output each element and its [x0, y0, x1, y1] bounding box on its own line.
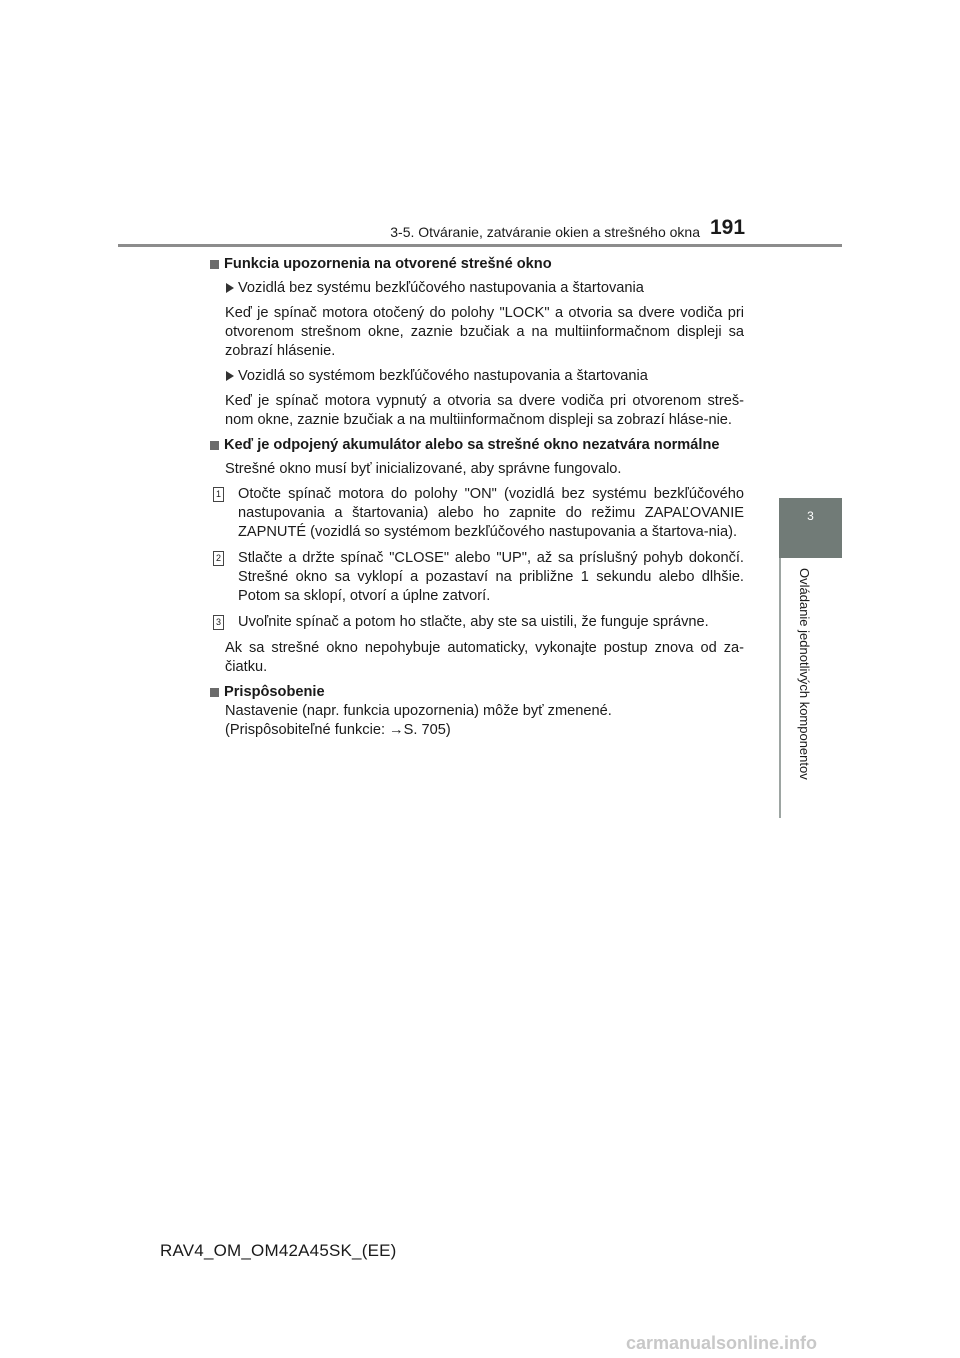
chapter-number-tab: 3 — [779, 498, 842, 558]
label-text: Vozidlá so systémom bezkľúčového nastupovania a štartovania — [238, 368, 648, 384]
page-number: 191 — [710, 216, 746, 239]
section-title: 3-5. Otváranie, zatváranie okien a strešného okna — [390, 224, 700, 240]
section-heading-custom — [210, 683, 744, 702]
section-heading-battery — [210, 436, 744, 455]
section-heading-warning — [210, 255, 744, 274]
triangle-bullet-icon — [226, 283, 234, 293]
step-item — [210, 613, 744, 632]
heading-text: Funkcia upozornenia na otvorené strešné okno — [224, 256, 552, 272]
step-number-box: 2 — [213, 551, 224, 566]
heading-text: Prispôsobenie — [224, 684, 325, 700]
step-number-box: 1 — [213, 487, 224, 502]
square-bullet-icon — [210, 688, 219, 697]
step-text: Otočte spínač motora do polohy "ON" (vozidlá bez systému bezkľúčového nastupovania a štartovania) alebo ho zapnite do režimu ZAPAĽOVANIE ZAPNUTÉ (vozidlá so systémom bezkľúčového nastupovania a štartova-nia). — [238, 486, 744, 540]
triangle-bullet-icon — [226, 371, 234, 381]
customization-reference: (Prispôsobiteľné funkcie: →S. 705) — [225, 722, 451, 738]
page-content — [210, 255, 744, 740]
heading-text: Keď je odpojený akumulátor alebo sa strešné okno nezatvára normálne — [224, 437, 720, 453]
paragraph: Strešné okno musí byť inicializované, aby správne fungovalo. — [225, 461, 622, 477]
step-text: Stlačte a držte spínač "CLOSE" alebo "UP", až sa príslušný pohyb dokončí. Strešné okno sa vyklopí a pozastaví na približne 1 sekundu alebo dlhšie. Potom sa sklopí, otvorí a úplne zatvorí. — [238, 550, 744, 604]
customization-note: Nastavenie (napr. funkcia upozornenia) môže byť zmenené. — [225, 703, 612, 719]
square-bullet-icon — [210, 260, 219, 269]
step-text: Uvoľnite spínač a potom ho stlačte, aby ste sa uistili, že funguje správne. — [238, 614, 709, 630]
vehicle-type-label — [210, 367, 744, 386]
square-bullet-icon — [210, 441, 219, 450]
step-item — [210, 549, 744, 606]
paragraph: Keď je spínač motora vypnutý a otvoria sa dvere vodiča pri otvorenom streš-nom okne, zaznie bzučiak a na multiinformačnom displeji sa zobrazí hláse-nie. — [225, 393, 744, 428]
vehicle-type-label — [210, 279, 744, 298]
step-number-box: 3 — [213, 615, 224, 630]
header-rule — [118, 244, 842, 247]
chapter-title: Ovládanie jednotlivých komponentov — [797, 568, 812, 780]
step-item — [210, 485, 744, 542]
manual-code: RAV4_OM_OM42A45SK_(EE) — [160, 1241, 397, 1260]
label-text: Vozidlá bez systému bezkľúčového nastupovania a štartovania — [238, 280, 644, 296]
paragraph: Keď je spínač motora otočený do polohy "LOCK" a otvoria sa dvere vodiča pri otvorenom strešnom okne, zaznie bzučiak a na multiinformačnom displeji sa zobrazí hlásenie. — [225, 305, 744, 359]
paragraph: Ak sa strešné okno nepohybuje automaticky, vykonajte postup znova od za-čiatku. — [225, 640, 744, 675]
watermark: carmanualsonline.info — [626, 1333, 818, 1353]
side-rule — [779, 558, 781, 818]
